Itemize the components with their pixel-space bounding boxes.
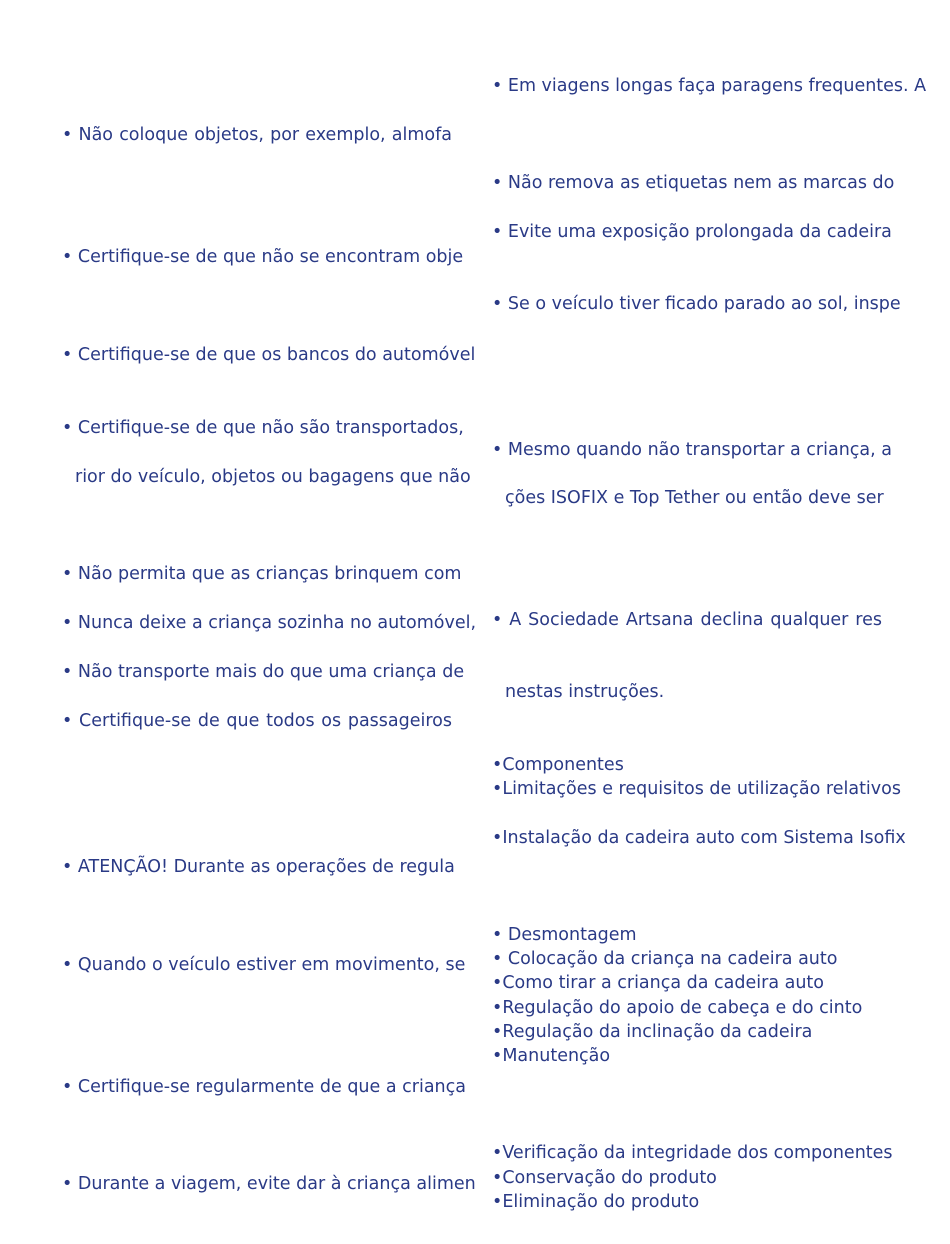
index-item-limitations: •Limitações e requisitos de utilização relativos [492, 779, 901, 799]
index-item-conservation: •Conservação do produto [492, 1168, 717, 1188]
left-text-line: • Durante a viagem, evite dar à criança alimen [62, 1174, 476, 1194]
index-item-maintenance: •Manutenção [492, 1046, 611, 1066]
right-text-line: • Em viagens longas faça paragens frequentes. A [492, 76, 927, 96]
right-text-line: • A Sociedade Artsana declina qualquer res [492, 610, 882, 630]
index-item-disposal: •Eliminação do produto [492, 1192, 700, 1212]
left-text-line: • Certifique-se de que não se encontram obje [62, 247, 464, 267]
right-text-line: • Mesmo quando não transportar a criança, a [492, 440, 892, 460]
right-text-line: • Evite uma exposição prolongada da cadeira [492, 222, 892, 242]
left-text-line: • Certifique-se regularmente de que a criança [62, 1077, 466, 1097]
right-text-line: • Se o veículo tiver ficado parado ao sol, inspe [492, 294, 901, 314]
index-item-recline-adjustment: •Regulação da inclinação da cadeira [492, 1022, 813, 1042]
left-text-line: • Não permita que as crianças brinquem com [62, 564, 462, 584]
index-item-isofix-installation: •Instalação da cadeira auto com Sistema Isofix [492, 828, 906, 848]
left-text-line: rior do veículo, objetos ou bagagens que não [75, 467, 471, 487]
index-item-removing-child: •Como tirar a criança da cadeira auto [492, 973, 824, 993]
index-item-integrity-check: •Verificação da integridade dos componentes [492, 1143, 893, 1163]
left-text-line: • Certifique-se de que não são transportados, [62, 418, 464, 438]
index-item-disassembly: • Desmontagem [492, 925, 637, 945]
index-item-components: •Componentes [492, 755, 624, 775]
index-item-placing-child: • Colocação da criança na cadeira auto [492, 949, 838, 969]
left-text-line: • ATENÇÃO! Durante as operações de regula [62, 857, 455, 877]
left-text-line: • Nunca deixe a criança sozinha no automóvel, [62, 613, 477, 633]
right-text-line: ções ISOFIX e Top Tether ou então deve ser [505, 488, 884, 508]
left-text-line: • Certifique-se de que todos os passageiros [62, 711, 452, 731]
left-text-line: • Não coloque objetos, por exemplo, almofa [62, 125, 452, 145]
left-text-line: • Quando o veículo estiver em movimento, se [62, 955, 466, 975]
index-item-headrest-adjustment: •Regulação do apoio de cabeça e do cinto [492, 998, 863, 1018]
left-text-line: • Não transporte mais do que uma criança de [62, 662, 465, 682]
right-text-line: nestas instruções. [505, 682, 665, 702]
left-text-line: • Certifique-se de que os bancos do automóvel [62, 345, 476, 365]
right-text-line: • Não remova as etiquetas nem as marcas do [492, 173, 895, 193]
